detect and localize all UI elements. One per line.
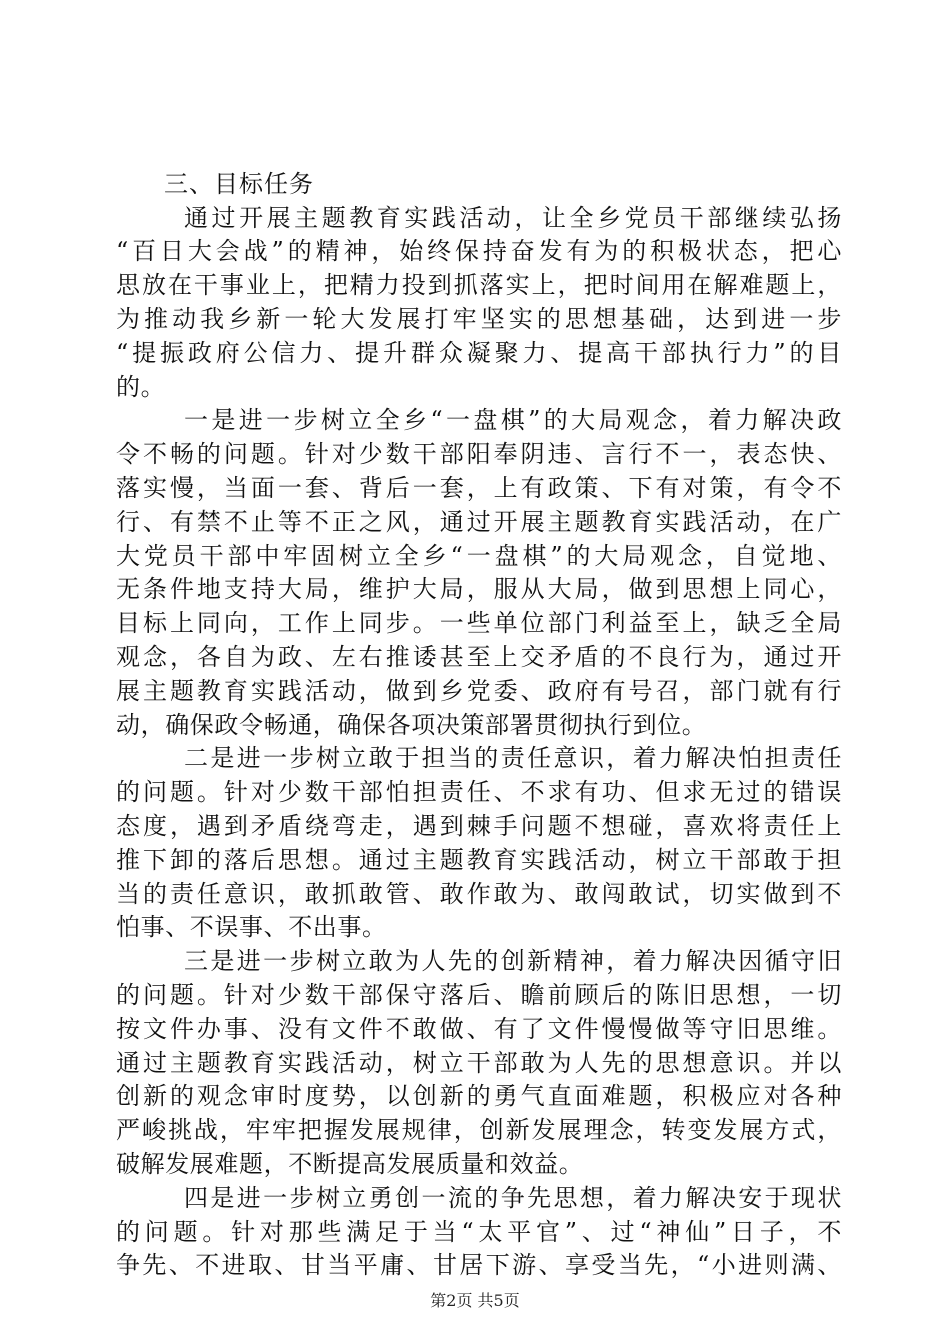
paragraph-line: 推下卸的落后思想。通过主题教育实践活动，树立干部敢于担 (116, 845, 842, 874)
body-paragraph (116, 1182, 842, 1283)
paragraph-line: 的问题。针对少数干部怕担责任、不求有功、但求无过的错误 (116, 778, 842, 807)
paragraph-line: 二是进一步树立敢于担当的责任意识，着力解决怕担责任 (184, 744, 842, 773)
body-paragraph (116, 202, 842, 405)
paragraph-line: 通过开展主题教育实践活动，让全乡党员干部继续弘扬 (184, 203, 842, 232)
paragraph-line: “百日大会战”的精神，始终保持奋发有为的积极状态，把心 (116, 237, 842, 266)
paragraph-line: 四是进一步树立勇创一流的争先思想，着力解决安于现状 (184, 1183, 842, 1212)
paragraph-line: 通过主题教育实践活动，树立干部敢为人先的思想意识。并以 (116, 1048, 842, 1077)
paragraph-line: 的问题。针对少数干部保守落后、瞻前顾后的陈旧思想，一切 (116, 980, 842, 1009)
paragraph-line: 严峻挑战，牢牢把握发展规律，创新发展理念，转变发展方式， (116, 1116, 842, 1145)
paragraph-line: 创新的观念审时度势，以创新的勇气直面难题，积极应对各种 (116, 1082, 842, 1111)
paragraph-line: 三是进一步树立敢为人先的创新精神，着力解决因循守旧 (184, 947, 842, 976)
paragraph-line: 动，确保政令畅通，确保各项决策部署贯彻执行到位。 (116, 710, 707, 739)
paragraph-line: 观念，各自为政、左右推诿甚至上交矛盾的不良行为，通过开 (116, 642, 842, 671)
paragraph-line: 的问题。针对那些满足于当“太平官”、过“神仙”日子，不 (116, 1217, 842, 1246)
paragraph-line: “提振政府公信力、提升群众凝聚力、提高干部执行力”的目 (116, 338, 842, 367)
paragraph-line: 一是进一步树立全乡“一盘棋”的大局观念，着力解决政 (184, 406, 842, 435)
paragraph-line: 当的责任意识，敢抓敢管、敢作敢为、敢闯敢试，切实做到不 (116, 879, 842, 908)
paragraph-line: 令不畅的问题。针对少数干部阳奉阴违、言行不一，表态快、 (116, 440, 842, 469)
body-paragraph (116, 404, 842, 742)
paragraph-line: 行、有禁不止等不正之风，通过开展主题教育实践活动，在广 (116, 507, 842, 536)
paragraph-list (116, 202, 842, 1284)
paragraph-line: 展主题教育实践活动，做到乡党委、政府有号召，部门就有行 (116, 676, 842, 705)
paragraph-line: 按文件办事、没有文件不敢做、有了文件慢慢做等守旧思维。 (116, 1014, 842, 1043)
paragraph-line: 落实慢，当面一套、背后一套，上有政策、下有对策，有令不 (116, 473, 842, 502)
paragraph-line: 破解发展难题，不断提高发展质量和效益。 (116, 1149, 584, 1178)
body-paragraph (116, 742, 842, 945)
section-heading: 三、目标任务 (164, 170, 314, 198)
paragraph-line: 为推动我乡新一轮大发展打牢坚实的思想基础，达到进一步 (116, 304, 842, 333)
body-paragraph (116, 945, 842, 1182)
paragraph-line: 态度，遇到矛盾绕弯走，遇到棘手问题不想碰，喜欢将责任上 (116, 811, 842, 840)
paragraph-line: 目标上同向，工作上同步。一些单位部门利益至上，缺乏全局 (116, 609, 842, 638)
paragraph-line: 争先、不进取、甘当平庸、甘居下游、享受当先，“小进则满、 (116, 1251, 842, 1280)
paragraph-line: 思放在干事业上，把精力投到抓落实上，把时间用在解难题上， (116, 271, 842, 300)
paragraph-line: 怕事、不误事、不出事。 (116, 913, 387, 942)
paragraph-line: 的。 (116, 372, 166, 401)
document-body (116, 168, 842, 1283)
paragraph-line: 无条件地支持大局，维护大局，服从大局，做到思想上同心， (116, 575, 842, 604)
page-number-footer: 第2页 共5页 (430, 1291, 520, 1310)
paragraph-line: 大党员干部中牢固树立全乡“一盘棋”的大局观念，自觉地、 (116, 541, 842, 570)
